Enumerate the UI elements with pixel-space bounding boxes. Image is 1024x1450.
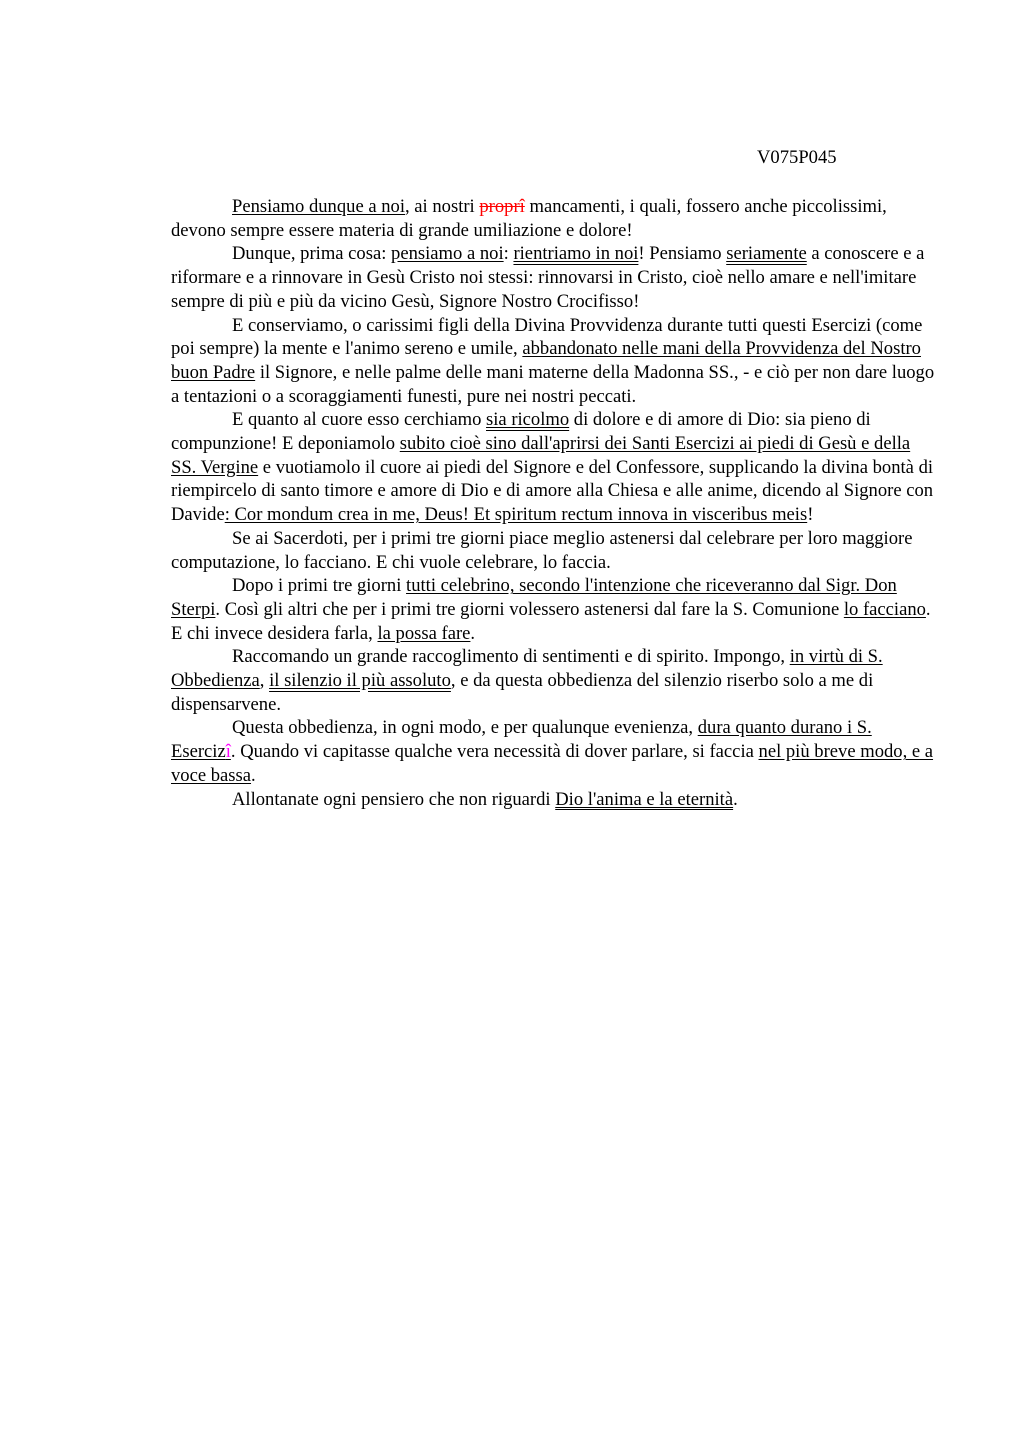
- document-code: V075P045: [757, 147, 837, 168]
- text-run: Allontanate ogni pensiero che non riguardi: [232, 788, 556, 810]
- text-run: Questa obbedienza, in ogni modo, e per qualunque evenienza,: [232, 717, 698, 739]
- paragraph-5: [171, 527, 935, 574]
- text-run: :: [503, 243, 514, 265]
- text-run: . E chi invece desidera farla,: [171, 598, 931, 644]
- text-run: e vuotiamolo il cuore ai piedi del Signore e del Confessore, supplicando la divina bontà di riempircelo di santo timore e amore di Dio e di amore alla Chiesa e alle anime, dicendo al Signore con Davide: [171, 456, 934, 526]
- document-body: [171, 195, 935, 811]
- text-run: , ai nostri: [405, 196, 480, 217]
- text-run: ! Pensiamo: [638, 243, 727, 265]
- underlined-phrase: : Cor mondum crea in me, Deus! Et spiritum rectum innova in visceribus meis: [224, 504, 808, 526]
- paragraph-1: [171, 195, 935, 242]
- text-run: .: [251, 764, 256, 786]
- double-underlined-phrase: seriamente: [726, 243, 807, 265]
- paragraph-2: [171, 242, 935, 313]
- double-underlined-phrase: sia ricolmo: [486, 409, 570, 431]
- paragraph-6: [171, 574, 935, 645]
- text-run: .: [733, 788, 738, 810]
- text-run: ,: [259, 670, 270, 692]
- text-run: .: [470, 622, 476, 644]
- double-underlined-phrase: rientriamo in noi: [513, 243, 639, 265]
- underlined-phrase: lo facciano: [843, 598, 926, 620]
- text-run: . Così gli altri che per i primi tre giorni volessero astenersi dal fare la S. Comunione: [215, 598, 844, 620]
- paragraph-4: [171, 408, 935, 527]
- text-run: !: [807, 504, 814, 526]
- underlined-phrase: pensiamo a noi: [391, 243, 504, 265]
- double-underlined-phrase: il silenzio il più assoluto: [269, 670, 451, 692]
- text-run: E quanto al cuore esso cerchiamo: [232, 409, 487, 431]
- underlined-phrase: la possa fare: [377, 622, 471, 644]
- text-run: a conoscere e a riformare e a rinnovare in Gesù Cristo noi stessi: rinnovarsi in Cristo, cioè nello amare e nell'imitare sempre di più e più da vicino Gesù, Signore Nostro Crocifisso!: [171, 243, 925, 312]
- underlined-phrase: tutti celebrino, secondo l'intenzione che riceveranno dal Sigr. Don Sterpi: [171, 575, 897, 620]
- text-run: Raccomando un grande raccoglimento di sentimenti e di spirito. Impongo,: [232, 646, 790, 668]
- text-run: il Signore, e nelle palme delle mani materne della Madonna SS., - e ciò per non dare luogo a tentazioni o a scoraggiamenti funesti, pure nei nostri peccati.: [171, 361, 935, 407]
- text-run: di dolore e di amore di Dio: sia pieno di compunzione! E deponiamolo: [171, 409, 871, 455]
- text-run: . Quando vi capitasse qualche vera necessità di dover parlare, si faccia: [230, 741, 759, 763]
- deleted-word: proprî: [479, 196, 525, 217]
- text-run: Dunque, prima cosa:: [232, 243, 392, 265]
- text-run: mancamenti, i quali, fossero anche piccolissimi, devono sempre essere materia di grande umiliazione e dolore!: [171, 196, 887, 241]
- text-run: Dopo i primi tre giorni: [232, 575, 407, 597]
- text-run: E conserviamo, o carissimi figli della Divina Provvidenza durante tutti questi Esercizi (come poi sempre) la mente e l'animo sereno e umile,: [171, 314, 923, 360]
- underlined-phrase: Pensiamo dunque a noi: [232, 196, 405, 217]
- underlined-phrase: in virtù di S. Obbedienza: [171, 646, 883, 692]
- highlighted-character: î: [225, 741, 231, 763]
- underlined-phrase: dura quanto durano i S. Esercizî: [171, 717, 872, 763]
- underlined-phrase: subito cioè sino dall'aprirsi dei Santi Esercizi ai piedi di Gesù e della SS. Vergine: [171, 433, 911, 478]
- underlined-phrase: abbandonato nelle mani della Provvidenza del Nostro buon Padre: [171, 338, 921, 383]
- paragraph-9: [171, 788, 935, 812]
- double-underlined-phrase: Dio l'anima e la eternità: [555, 788, 734, 810]
- paragraph-3: [171, 314, 935, 409]
- underlined-phrase: nel più breve modo, e a voce bassa: [171, 741, 934, 786]
- paragraph-8: [171, 716, 935, 787]
- text-run: Se ai Sacerdoti, per i primi tre giorni piace meglio astenersi dal celebrare per loro maggiore computazione, lo facciano. E chi vuole celebrare, lo faccia.: [171, 527, 913, 573]
- paragraph-7: [171, 645, 935, 716]
- text-run: , e da questa obbedienza del silenzio riserbo solo a me di dispensarvene.: [171, 670, 874, 715]
